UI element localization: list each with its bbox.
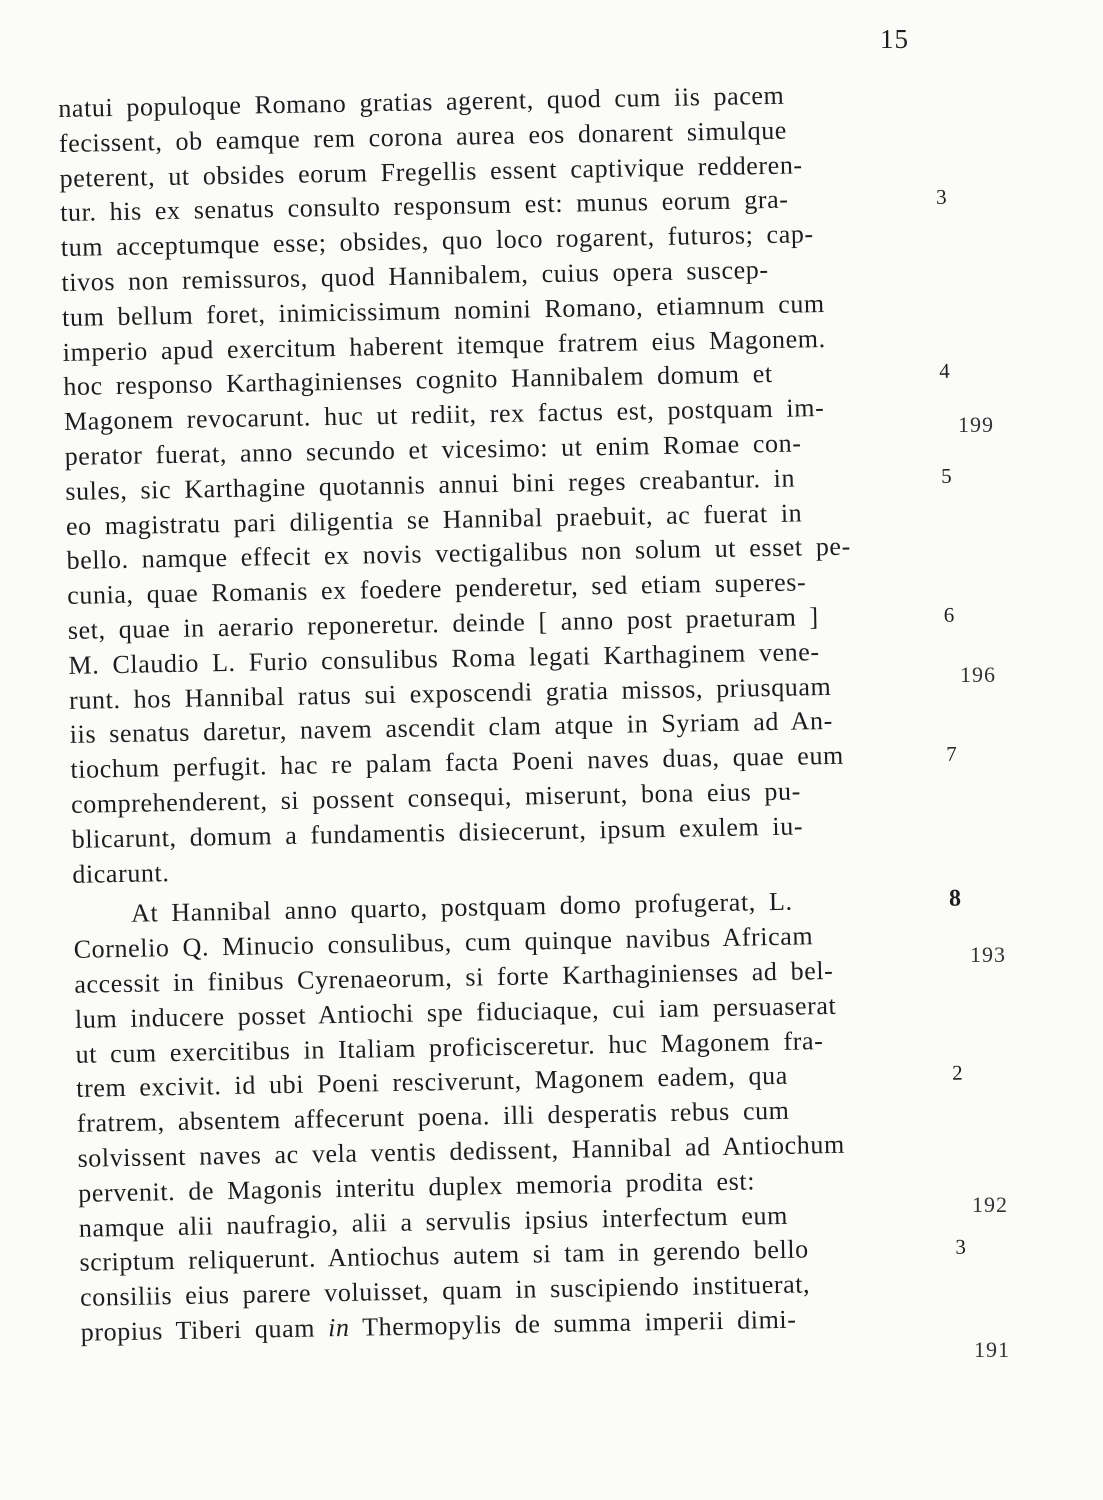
text-line-content: comprehenderent, si possent consequi, miserunt, bona eius pu- — [70, 776, 802, 819]
section-number: 6 — [943, 602, 956, 627]
text-line-content: natui populoque Romano gratias agerent, quod cum iis pacem — [58, 80, 785, 123]
text-line-content: Magonem revocarunt. huc ut rediit, rex factus est, postquam im- — [63, 393, 825, 437]
text-line-content: lum inducere posset Antiochi spe fiduciaque, cui iam persuaserat — [74, 990, 837, 1034]
margin-year: 192 — [972, 1192, 1008, 1217]
text-line-content: solvissent naves ac vela ventis dedissent, Hannibal ad Antiochum — [77, 1129, 845, 1173]
text-line-content: consiliis eius parere voluisset, quam in suscipiendo instituerat, — [79, 1269, 811, 1312]
text-line-content: tur. his ex senatus consulto responsum est: munus eorum gra- — [59, 185, 789, 228]
text-line-content: tum acceptumque esse; obsides, quo loco rogarent, futuros; cap- — [60, 219, 814, 263]
page-number: 15 — [880, 24, 909, 54]
text-line-content: hoc responso Karthaginienses cognito Hannibalem domum et — [63, 359, 773, 402]
section-number: 2 — [951, 1060, 964, 1086]
text-line-content: blicarunt, domum a fundamentis disiecerunt, ipsum exulem iu- — [71, 811, 804, 854]
section-number: 3 — [955, 1234, 967, 1260]
margin-year: 199 — [958, 412, 994, 437]
text-line-content: trem excivit. id ubi Poeni resciverunt, Magonem eadem, qua — [76, 1061, 789, 1104]
text-line-content: ut cum exercitibus in Italiam proficisceretur. huc Magonem fra- — [75, 1025, 824, 1069]
text-line-content: dicarunt. — [72, 857, 170, 889]
text-line-content: At Hannibal anno quarto, postquam domo profugerat, L. — [130, 887, 793, 929]
text-line-content: namque alii naufragio, alii a servulis ipsius interfectum eum — [78, 1200, 789, 1243]
margin-year: 193 — [970, 942, 1006, 967]
text-line-content: M. Claudio L. Furio consulibus Roma legati Karthaginem vene- — [68, 636, 820, 680]
text-line-content: iis senatus daretur, navem ascendit clam atque in Syriam ad An- — [69, 706, 834, 750]
paragraph-2 — [73, 882, 981, 1316]
body-text — [58, 76, 981, 1351]
text-line-content: bello. namque effecit ex novis vectigalibus non solum ut esset pe- — [66, 531, 852, 576]
text-line-content: perator fuerat, anno secundo et vicesimo: ut enim Romae con- — [64, 428, 802, 471]
text-line-start: propius Tiberi quam — [80, 1313, 329, 1347]
text-line-content: set, quae in aerario reponeretur. deinde [ anno post praeturam ] — [67, 602, 820, 645]
section-number: 5 — [940, 463, 953, 488]
text-line-content: accessit in finibus Cyrenaeorum, si forte Karthaginienses ad bel- — [74, 955, 834, 999]
text-line-content: sules, sic Karthagine quotannis annui bini reges creabantur. in — [65, 463, 796, 506]
text-line-content: Cornelio Q. Minucio consulibus, cum quinque navibus Africam — [73, 921, 814, 964]
text-line-content: runt. hos Hannibal ratus sui exposcendi gratia missos, priusquam — [68, 671, 832, 715]
text-line-content: eo magistratu pari diligentia se Hannibal praebuit, ac fuerat in — [65, 497, 803, 541]
text-line-content: scriptum reliquerunt. Antiochus autem si tam in gerendo bello — [79, 1234, 810, 1278]
margin-year: 191 — [974, 1337, 1010, 1362]
paragraph-1 — [58, 76, 973, 893]
text-line-content: fratrem, absentem affecerunt poena. illi desperatis rebus cum — [76, 1095, 790, 1138]
italic-word: in — [327, 1312, 350, 1343]
text-line-content: peterent, ut obsides eorum Fregellis essent captivique redderen- — [59, 149, 803, 193]
section-number: 3 — [935, 185, 948, 210]
text-line-content: fecissent, ob eamque rem corona aurea eos donarent simulque — [58, 115, 788, 158]
section-number: 8 — [948, 885, 962, 913]
text-line-content: imperio apud exercitum haberent itemque fratrem eius Magonem. — [62, 323, 826, 367]
margin-year: 196 — [960, 662, 996, 687]
text-line-content: tivos non remissuros, quod Hannibalem, cuius opera suscep- — [61, 254, 769, 297]
text-line-content: tum bellum foret, inimicissimum nomini Romano, etiamnum cum — [61, 288, 825, 332]
text-line-content: pervenit. de Magonis interitu duplex memoria prodita est: — [77, 1166, 756, 1208]
text-line-end: Thermopylis de summa imperii dimi- — [349, 1304, 797, 1342]
text-line-content: cunia, quae Romanis ex foedere penderetur, sed etiam superes- — [66, 567, 807, 611]
section-number: 7 — [946, 741, 958, 766]
section-number: 4 — [939, 359, 951, 384]
text-line-content: tiochum perfugit. hac re palam facta Poeni naves duas, quae eum — [70, 740, 845, 785]
